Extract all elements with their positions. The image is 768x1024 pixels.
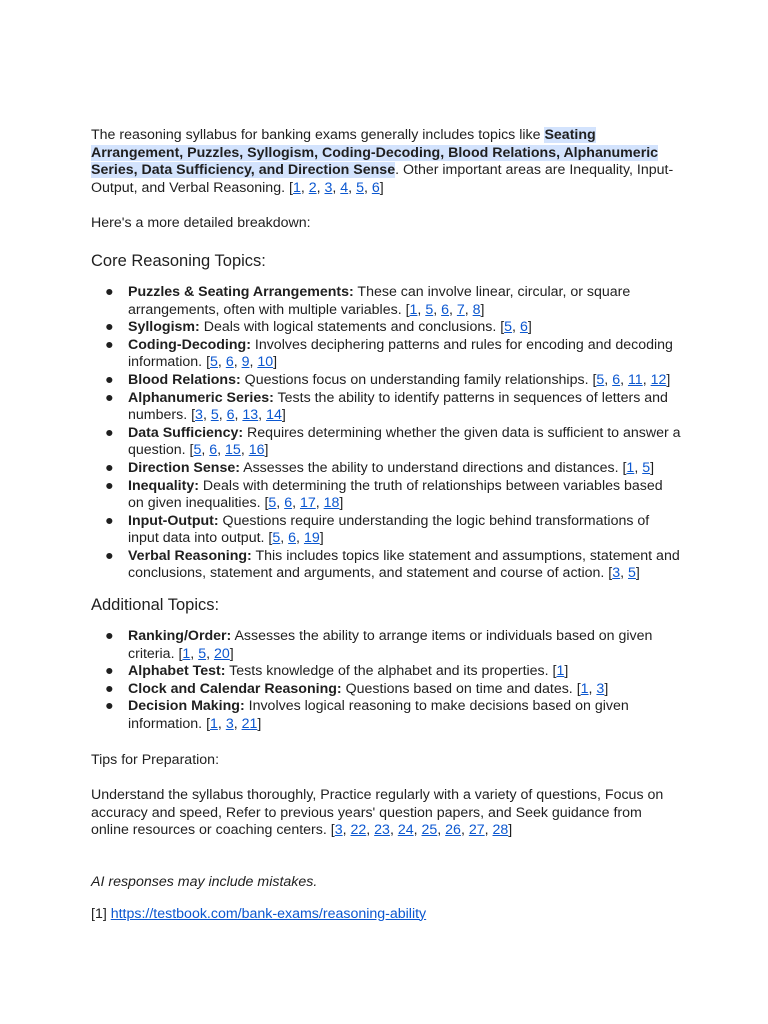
citation-link-5[interactable]: 5 <box>356 179 364 196</box>
citation-link-5[interactable]: 5 <box>596 371 605 388</box>
bullet-icon: ● <box>105 283 114 300</box>
bullet-icon: ● <box>105 698 114 715</box>
topic-description: Tests knowledge of the alphabet and its properties. <box>225 663 553 680</box>
topic-list-item <box>91 548 681 583</box>
topic-term: Alphanumeric Series: <box>128 389 274 406</box>
topic-description: Questions require understanding the logic behind transformations of input data into output. <box>128 512 650 547</box>
topic-list-item <box>91 478 681 513</box>
citation-link-3[interactable]: 3 <box>612 565 621 582</box>
footnote-link[interactable]: https://testbook.com/bank-exams/reasoning-ability <box>110 905 427 922</box>
topic-list-item <box>91 372 681 390</box>
citation-link-3[interactable]: 3 <box>225 716 234 733</box>
citation-link-1[interactable]: 1 <box>182 645 191 662</box>
citation-link-1[interactable]: 1 <box>556 663 565 680</box>
topic-list-item <box>91 628 681 663</box>
citation-link-5[interactable]: 5 <box>268 495 277 512</box>
citation-link-26[interactable]: 26 <box>445 822 461 839</box>
citation-link-24[interactable]: 24 <box>397 822 414 839</box>
breakdown-text: Here's a more detailed breakdown: <box>91 215 311 232</box>
bullet-icon: ● <box>105 336 114 353</box>
citation-link-9[interactable]: 9 <box>241 354 250 371</box>
citation-link-1[interactable]: 1 <box>210 716 218 733</box>
citation-link-19[interactable]: 19 <box>303 530 320 547</box>
topic-term: Inequality: <box>128 477 199 494</box>
citation-link-21[interactable]: 21 <box>241 716 258 733</box>
citation-link-1[interactable]: 1 <box>626 459 635 476</box>
bullet-icon: ● <box>105 371 114 388</box>
bullet-icon: ● <box>105 663 114 680</box>
citation-list: [1] <box>552 663 569 680</box>
citation-link-5[interactable]: 5 <box>198 645 207 662</box>
citation-link-6[interactable]: 6 <box>519 319 528 336</box>
citation-link-5[interactable]: 5 <box>210 354 218 371</box>
citation-list: [5, 6, 15, 16] <box>189 442 269 459</box>
citation-link-6[interactable]: 6 <box>284 495 293 512</box>
citation-list: [5, 6, 9, 10] <box>206 354 278 371</box>
citation-link-7[interactable]: 7 <box>456 301 465 318</box>
topic-description: Questions based on time and dates. <box>341 680 577 697</box>
topic-list-item <box>91 284 681 319</box>
topic-list-item <box>91 663 681 681</box>
topic-description: Involves deciphering patterns and rules for encoding and decoding information. <box>128 336 673 371</box>
topic-description: Deals with determining the truth of relationships between variables based on given inequalities. <box>128 477 663 512</box>
citation-list: [5, 6, 19] <box>268 530 324 547</box>
topic-description: Tests the ability to identify patterns in sequences of letters and numbers. <box>128 389 668 424</box>
citation-list: [1, 3, 21] <box>206 716 262 733</box>
bullet-icon: ● <box>105 512 114 529</box>
topic-term: Puzzles & Seating Arrangements: <box>128 283 354 300</box>
citation-link-23[interactable]: 23 <box>374 822 390 839</box>
intro-text-before: The reasoning syllabus for banking exams generally includes topics like <box>91 127 545 143</box>
intro-paragraph <box>91 127 681 197</box>
topic-description: Deals with logical statements and conclusions. <box>199 319 501 336</box>
bullet-icon: ● <box>105 547 114 564</box>
topic-list-item <box>91 681 681 699</box>
topic-term: Syllogism: <box>128 319 200 336</box>
topic-term: Verbal Reasoning: <box>128 547 252 564</box>
topic-term: Decision Making: <box>128 698 245 715</box>
citation-list: [3, 5, 6, 13, 14] <box>191 407 286 424</box>
topic-term: Data Sufficiency: <box>128 424 244 441</box>
citation-list: [5, 6, 17, 18] <box>264 495 344 512</box>
citation-link-5[interactable]: 5 <box>272 530 281 547</box>
citation-link-18[interactable]: 18 <box>323 495 340 512</box>
footnote-label: [1] <box>91 905 111 922</box>
additional-topics-heading: Additional Topics: <box>91 596 220 615</box>
citation-link-11[interactable]: 11 <box>627 371 643 388</box>
citation-link-2[interactable]: 2 <box>308 179 317 196</box>
citation-link-5[interactable]: 5 <box>642 459 651 476</box>
citation-link-6[interactable]: 6 <box>612 371 621 388</box>
topic-term: Blood Relations: <box>128 371 241 388</box>
topic-term: Alphabet Test: <box>128 663 226 680</box>
topic-description: Involves logical reasoning to make decisions based on given information. <box>128 698 629 733</box>
topic-list-item <box>91 319 681 337</box>
citation-link-20[interactable]: 20 <box>213 645 230 662</box>
topic-description: Requires determining whether the given data is sufficient to answer a question. <box>128 424 681 459</box>
citation-link-6[interactable]: 6 <box>225 354 234 371</box>
citation-link-6[interactable]: 6 <box>226 407 235 424</box>
topic-list-item <box>91 337 681 372</box>
intro-text-after: . Other important areas are Inequality, Input-Output, and Verbal Reasoning. <box>91 162 674 196</box>
topic-description: Assesses the ability to arrange items or individuals based on given criteria. <box>128 628 653 662</box>
citation-link-4[interactable]: 4 <box>340 179 349 196</box>
citation-link-28[interactable]: 28 <box>492 822 509 839</box>
bullet-icon: ● <box>105 424 114 441</box>
topic-term: Clock and Calendar Reasoning: <box>128 680 342 697</box>
citation-link-10[interactable]: 10 <box>257 354 274 371</box>
citation-link-3[interactable]: 3 <box>334 822 343 839</box>
topic-term: Ranking/Order: <box>128 628 232 645</box>
citation-link-6[interactable]: 6 <box>371 179 380 196</box>
citation-link-6[interactable]: 6 <box>288 530 297 547</box>
topic-list-item <box>91 513 681 548</box>
topic-term: Direction Sense: <box>128 459 240 476</box>
citation-link-8[interactable]: 8 <box>472 301 481 318</box>
citation-list: [1, 5, 6, 7, 8] <box>405 301 485 318</box>
footnote <box>91 906 681 924</box>
citation-link-27[interactable]: 27 <box>468 822 485 839</box>
bullet-icon: ● <box>105 389 114 406</box>
tips-paragraph <box>91 787 681 840</box>
topic-term: Input-Output: <box>128 512 219 529</box>
citation-link-12[interactable]: 12 <box>650 371 667 388</box>
citation-list: [1, 2, 3, 4, 5, 6] <box>288 179 384 196</box>
citation-list: [5, 6, 11, 12] <box>592 371 671 388</box>
citation-link-17[interactable]: 17 <box>299 495 316 512</box>
bullet-icon: ● <box>105 477 114 494</box>
citation-list: [5, 6] <box>500 319 532 336</box>
topic-list-item <box>91 390 681 425</box>
citation-list: [1, 5, 20] <box>178 645 234 662</box>
topic-description: These can involve linear, circular, or square arrangements, often with multiple variables. <box>128 283 631 318</box>
citation-list: [1, 3] <box>576 680 609 697</box>
citation-link-25[interactable]: 25 <box>421 822 438 839</box>
citation-link-22[interactable]: 22 <box>350 822 367 839</box>
topic-term: Coding-Decoding: <box>128 336 251 353</box>
citation-list: [3, 22, 23, 24, 25, 26, 27, 28] <box>330 822 513 839</box>
citation-link-5[interactable]: 5 <box>628 565 636 582</box>
bullet-icon: ● <box>105 459 114 476</box>
bullet-icon: ● <box>105 319 114 336</box>
ai-disclaimer: AI responses may include mistakes. <box>91 874 318 890</box>
citation-link-5[interactable]: 5 <box>504 319 513 336</box>
tips-text: Understand the syllabus thoroughly, Practice regularly with a variety of questions, Focus on accuracy and speed, Refer to previous years' question papers, and Seek guidance from online resources or coaching centers. <box>91 787 664 839</box>
bullet-icon: ● <box>105 628 114 645</box>
citation-link-6[interactable]: 6 <box>209 442 218 459</box>
citation-link-5[interactable]: 5 <box>425 301 434 318</box>
citation-link-6[interactable]: 6 <box>441 301 449 318</box>
citation-link-1[interactable]: 1 <box>292 179 301 196</box>
topic-description: Assesses the ability to understand directions and distances. <box>239 459 623 476</box>
core-topics-list <box>91 284 681 583</box>
topic-description: Questions focus on understanding family relationships. <box>240 371 593 388</box>
topic-list-item <box>91 698 681 733</box>
bullet-icon: ● <box>105 680 114 697</box>
citation-link-16[interactable]: 16 <box>248 442 265 459</box>
topic-description: This includes topics like statement and assumptions, statement and conclusions, statement and arguments, and statement and course of action. <box>128 547 680 582</box>
answer-document <box>91 127 681 923</box>
citation-link-3[interactable]: 3 <box>195 407 203 424</box>
citation-link-15[interactable]: 15 <box>225 442 241 459</box>
tips-label: Tips for Preparation: <box>91 751 220 768</box>
citation-link-14[interactable]: 14 <box>266 407 282 424</box>
core-topics-heading: Core Reasoning Topics: <box>91 251 266 270</box>
additional-topics-list <box>91 628 681 734</box>
citation-link-1[interactable]: 1 <box>409 301 418 318</box>
citation-link-3[interactable]: 3 <box>596 680 605 697</box>
citation-list: [3, 5] <box>608 565 640 582</box>
citation-link-5[interactable]: 5 <box>210 407 219 424</box>
citation-link-1[interactable]: 1 <box>580 680 589 697</box>
topic-list-item <box>91 460 681 478</box>
citation-link-13[interactable]: 13 <box>242 407 259 424</box>
intro-highlight: Seating Arrangement, Puzzles, Syllogism, Coding-Decoding, Blood Relations, Alphanumeric Series, Data Sufficiency, and Direction Sense <box>91 127 659 179</box>
topic-list-item <box>91 425 681 460</box>
citation-list: [1, 5] <box>622 459 655 476</box>
citation-link-5[interactable]: 5 <box>193 442 202 459</box>
citation-link-3[interactable]: 3 <box>324 179 333 196</box>
